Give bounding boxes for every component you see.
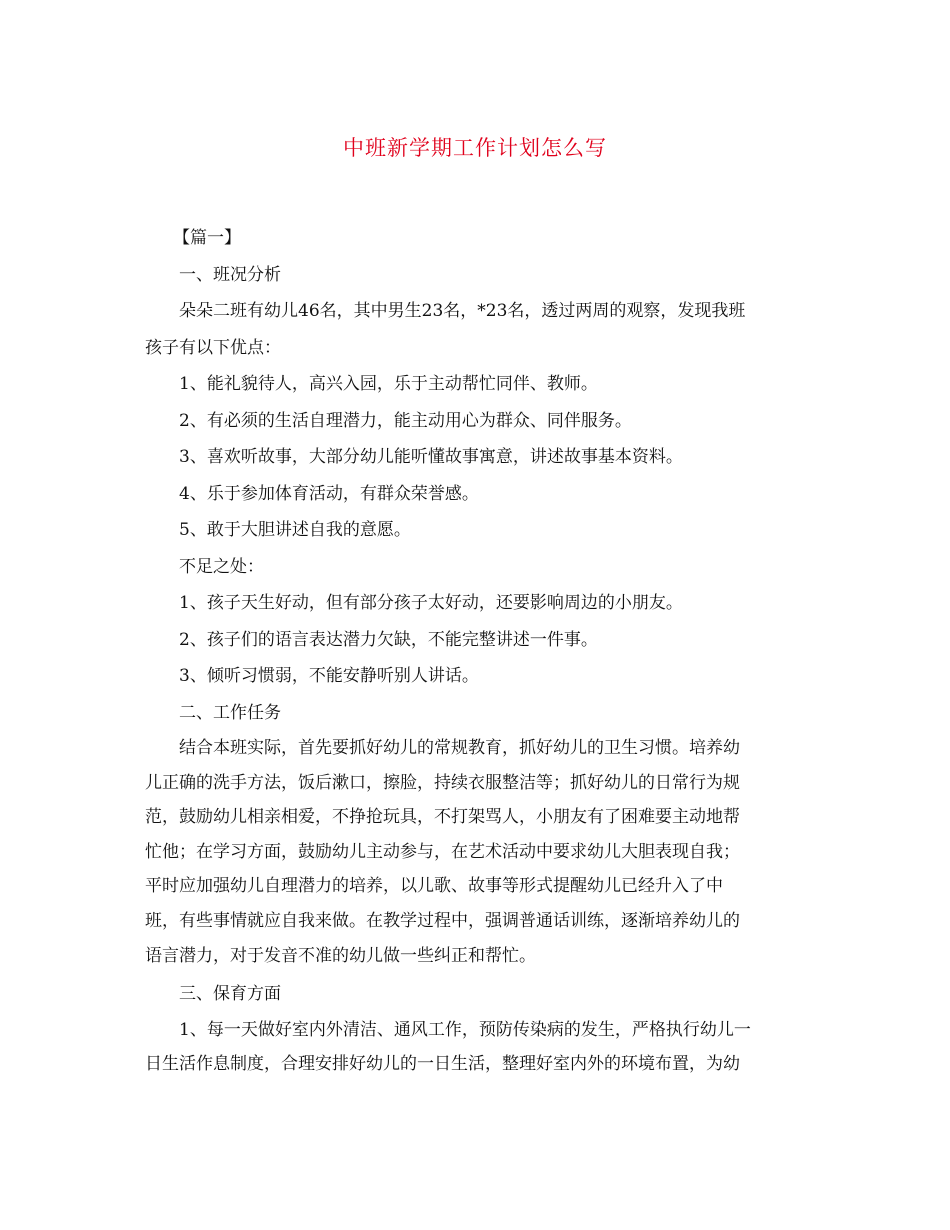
section-heading-1: 一、班况分析 [179, 264, 281, 285]
tasks-line-5: 平时应加强幼儿自理潜力的培养，以儿歌、故事等形式提醒幼儿已经升入了中 [145, 876, 723, 897]
document-title: 中班新学期工作计划怎么写 [343, 136, 607, 160]
strength-item-4: 4、乐于参加体育活动，有群众荣誉感。 [179, 483, 479, 504]
weakness-heading: 不足之处： [179, 556, 264, 577]
tasks-line-6: 班，有些事情就应自我来做。在教学过程中，强调普通话训练，逐渐培养幼儿的 [145, 910, 740, 931]
section-heading-2: 二、工作任务 [179, 702, 281, 723]
tasks-line-1: 结合本班实际，首先要抓好幼儿的常规教育，抓好幼儿的卫生习惯。培养幼 [179, 738, 740, 758]
intro-line-2: 孩子有以下优点： [145, 337, 281, 358]
weakness-item-1: 1、孩子天生好动，但有部分孩子太好动，还要影响周边的小朋友。 [179, 593, 683, 613]
document-body [145, 220, 805, 1082]
strength-item-3: 3、喜欢听故事，大部分幼儿能听懂故事寓意，讲述故事基本资料。 [179, 447, 683, 467]
care-line-1: 1、每一天做好室内外清洁、通风工作，预防传染病的发生，严格执行幼儿一 [179, 1019, 751, 1040]
tasks-line-2: 儿正确的洗手方法，饭后漱口，擦脸，持续衣服整洁等；抓好幼儿的日常行为规 [145, 772, 740, 793]
tasks-paragraph [145, 731, 805, 973]
strength-item-1: 1、能礼貌待人，高兴入园，乐于主动帮忙同伴、教师。 [179, 374, 598, 394]
tasks-line-4: 忙他；在学习方面，鼓励幼儿主动参与，在艺术活动中要求幼儿大胆表现自我； [145, 841, 740, 862]
section-heading-3: 三、保育方面 [179, 984, 281, 1005]
tasks-line-7: 语言潜力，对于发音不准的幼儿做一些纠正和帮忙。 [145, 945, 536, 966]
care-paragraph [145, 1013, 805, 1082]
intro-line-1: 朵朵二班有幼儿46名，其中男生23名，*23名，透过两周的观察，发现我班 [179, 301, 746, 321]
care-line-2: 日生活作息制度，合理安排好幼儿的一日生活，整理好室内外的环境布置，为幼 [145, 1054, 740, 1075]
tasks-line-3: 范，鼓励幼儿相亲相爱，不挣抢玩具，不打架骂人，小朋友有了困难要主动地帮 [145, 807, 740, 828]
strength-item-5: 5、敢于大胆讲述自我的意愿。 [179, 520, 411, 540]
section-tag: 【篇一】 [173, 228, 241, 248]
weakness-item-3: 3、倾听习惯弱，不能安静听别人讲话。 [179, 666, 479, 686]
strength-item-2: 2、有必须的生活自理潜力，能主动用心为群众、同伴服务。 [179, 410, 632, 431]
weakness-item-2: 2、孩子们的语言表达潜力欠缺，不能完整讲述一件事。 [179, 629, 598, 650]
